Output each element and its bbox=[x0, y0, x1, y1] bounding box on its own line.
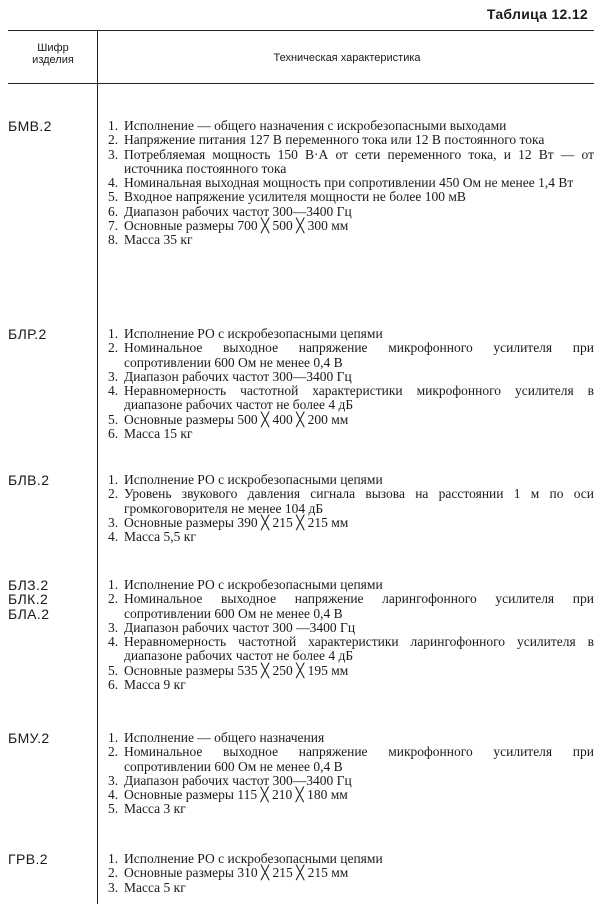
spec-item bbox=[108, 190, 594, 204]
item-number: 1. bbox=[108, 118, 119, 133]
item-text: Масса 9 кг bbox=[124, 677, 186, 693]
item-number: 1. bbox=[108, 851, 119, 866]
spec-list bbox=[108, 731, 594, 817]
item-number: 1. bbox=[108, 577, 119, 592]
item-number: 6. bbox=[108, 203, 119, 219]
product-code: БЛЗ.2 БЛК.2 БЛА.2 bbox=[8, 577, 50, 622]
item-number: 5. bbox=[108, 662, 119, 678]
item-number: 3. bbox=[108, 514, 119, 530]
item-number: 2. bbox=[108, 865, 119, 881]
item-text: Масса 5 кг bbox=[124, 879, 186, 895]
spec-item bbox=[108, 578, 594, 592]
product-code: ГРВ.2 bbox=[8, 851, 48, 867]
item-text: Неравномерность частотной характеристики ларингофонного усилителя в диапазоне рабочих частот не более 4 дБ bbox=[124, 634, 594, 664]
spec-item bbox=[108, 341, 594, 370]
spec-item bbox=[108, 487, 594, 516]
item-text: Исполнение — общего назначения bbox=[124, 730, 325, 745]
item-text: Основные размеры 115 ╳ 210 ╳ 180 мм bbox=[124, 787, 348, 803]
item-text: Исполнение РО с искробезопасными цепями bbox=[124, 577, 383, 592]
spec-item bbox=[108, 866, 594, 880]
item-number: 4. bbox=[108, 529, 119, 545]
item-number: 5. bbox=[108, 411, 119, 427]
item-text: Диапазон рабочих частот 300—3400 Гц bbox=[124, 772, 352, 788]
item-number: 2. bbox=[108, 132, 119, 148]
spec-item bbox=[108, 664, 594, 678]
item-number: 2. bbox=[108, 744, 119, 760]
item-number: 2. bbox=[108, 591, 119, 607]
item-number: 4. bbox=[108, 634, 119, 650]
item-text: Номинальное выходное напряжение ларингофонного усилителя при сопротивлении 600 Ом не менее 0,4 В bbox=[124, 591, 594, 621]
header-top-rule bbox=[8, 30, 594, 31]
product-code: БМВ.2 bbox=[8, 118, 52, 134]
item-text: Основные размеры 535 ╳ 250 ╳ 195 мм bbox=[124, 662, 349, 678]
spec-item bbox=[108, 133, 594, 147]
item-text: Напряжение питания 127 В переменного тока или 12 В постоянного тока bbox=[124, 132, 545, 148]
item-number: 4. bbox=[108, 383, 119, 399]
item-text: Основные размеры 310 ╳ 215 ╳ 215 мм bbox=[124, 865, 349, 881]
item-text: Потребляемая мощность 150 В·А от сети переменного тока, и 12 Вт — от источника постоянного тока bbox=[124, 146, 594, 176]
item-number: 2. bbox=[108, 486, 119, 502]
item-number: 2. bbox=[108, 340, 119, 356]
item-number: 3. bbox=[108, 619, 119, 635]
item-text: Основные размеры 390 ╳ 215 ╳ 215 мм bbox=[124, 514, 349, 530]
item-text: Номинальная выходная мощность при сопротивлении 450 Ом не менее 1,4 Вт bbox=[124, 175, 574, 191]
item-text: Исполнение РО с искробезопасными цепями bbox=[124, 851, 383, 866]
product-code: БЛВ.2 bbox=[8, 472, 50, 488]
spec-item bbox=[108, 148, 594, 177]
spec-item bbox=[108, 119, 594, 133]
spec-item bbox=[108, 205, 594, 219]
spec-list bbox=[108, 473, 594, 544]
spec-item bbox=[108, 592, 594, 621]
spec-item bbox=[108, 731, 594, 745]
item-number: 4. bbox=[108, 787, 119, 803]
spec-list bbox=[108, 119, 594, 248]
item-text: Исполнение РО с искробезопасными цепями bbox=[124, 326, 383, 341]
column-divider bbox=[97, 31, 98, 904]
item-text: Масса 3 кг bbox=[124, 801, 186, 817]
table-title: Таблица 12.12 bbox=[486, 6, 588, 22]
item-number: 1. bbox=[108, 730, 119, 745]
item-text: Основные размеры 500 ╳ 400 ╳ 200 мм bbox=[124, 411, 349, 427]
item-number: 4. bbox=[108, 175, 119, 191]
item-number: 3. bbox=[108, 146, 119, 162]
spec-item bbox=[108, 327, 594, 341]
spec-item bbox=[108, 413, 594, 427]
item-number: 1. bbox=[108, 472, 119, 487]
spec-item bbox=[108, 678, 594, 692]
spec-item bbox=[108, 516, 594, 530]
item-number: 3. bbox=[108, 368, 119, 384]
item-number: 5. bbox=[108, 189, 119, 205]
header-spec: Техническая характеристика bbox=[273, 52, 421, 64]
item-number: 3. bbox=[108, 879, 119, 895]
product-code: БМУ.2 bbox=[8, 730, 50, 746]
spec-item bbox=[108, 427, 594, 441]
spec-item bbox=[108, 384, 594, 413]
header-code-line1: Шифр bbox=[37, 42, 69, 54]
product-code: БЛР.2 bbox=[8, 326, 47, 342]
spec-item bbox=[108, 530, 594, 544]
item-text: Исполнение — общего назначения с искробезопасными выходами bbox=[124, 118, 507, 133]
spec-list bbox=[108, 578, 594, 692]
item-text: Уровень звукового давления сигнала вызова на расстоянии 1 м по оси громкоговорителя не менее 104 дБ bbox=[124, 486, 594, 516]
spec-item bbox=[108, 745, 594, 774]
item-text: Исполнение РО с искробезопасными цепями bbox=[124, 472, 383, 487]
item-number: 1. bbox=[108, 326, 119, 341]
item-number: 8. bbox=[108, 232, 119, 248]
item-text: Масса 35 кг bbox=[124, 232, 193, 248]
item-number: 6. bbox=[108, 677, 119, 693]
spec-list bbox=[108, 852, 594, 895]
spec-item bbox=[108, 473, 594, 487]
item-text: Диапазон рабочих частот 300 —3400 Гц bbox=[124, 619, 356, 635]
item-text: Диапазон рабочих частот 300—3400 Гц bbox=[124, 203, 352, 219]
item-number: 6. bbox=[108, 426, 119, 442]
spec-item bbox=[108, 233, 594, 247]
item-text: Номинальное выходное напряжение микрофонного усилителя при сопротивлении 600 Ом не менее 0,4 В bbox=[124, 744, 594, 774]
item-number: 5. bbox=[108, 801, 119, 817]
item-text: Основные размеры 700 ╳ 500 ╳ 300 мм bbox=[124, 218, 349, 234]
item-text: Неравномерность частотной характеристики микрофонного усилителя в диапазоне рабочих частот не более 4 дБ bbox=[124, 383, 594, 413]
item-text: Номинальное выходное напряжение микрофонного усилителя при сопротивлении 600 Ом не менее 0,4 В bbox=[124, 340, 594, 370]
item-text: Масса 5,5 кг bbox=[124, 529, 196, 545]
header-bottom-rule bbox=[8, 83, 594, 84]
spec-item bbox=[108, 881, 594, 895]
item-text: Масса 15 кг bbox=[124, 426, 193, 442]
spec-item bbox=[108, 635, 594, 664]
spec-item bbox=[108, 219, 594, 233]
header-code bbox=[10, 42, 96, 66]
spec-item bbox=[108, 176, 594, 190]
item-number: 7. bbox=[108, 218, 119, 234]
header-code-line2: изделия bbox=[32, 54, 74, 66]
item-text: Диапазон рабочих частот 300—3400 Гц bbox=[124, 368, 352, 384]
spec-item bbox=[108, 788, 594, 802]
spec-list bbox=[108, 327, 594, 441]
item-text: Входное напряжение усилителя мощности не более 100 мВ bbox=[124, 189, 466, 205]
item-number: 3. bbox=[108, 772, 119, 788]
spec-item bbox=[108, 802, 594, 816]
spec-item bbox=[108, 621, 594, 635]
spec-item bbox=[108, 370, 594, 384]
